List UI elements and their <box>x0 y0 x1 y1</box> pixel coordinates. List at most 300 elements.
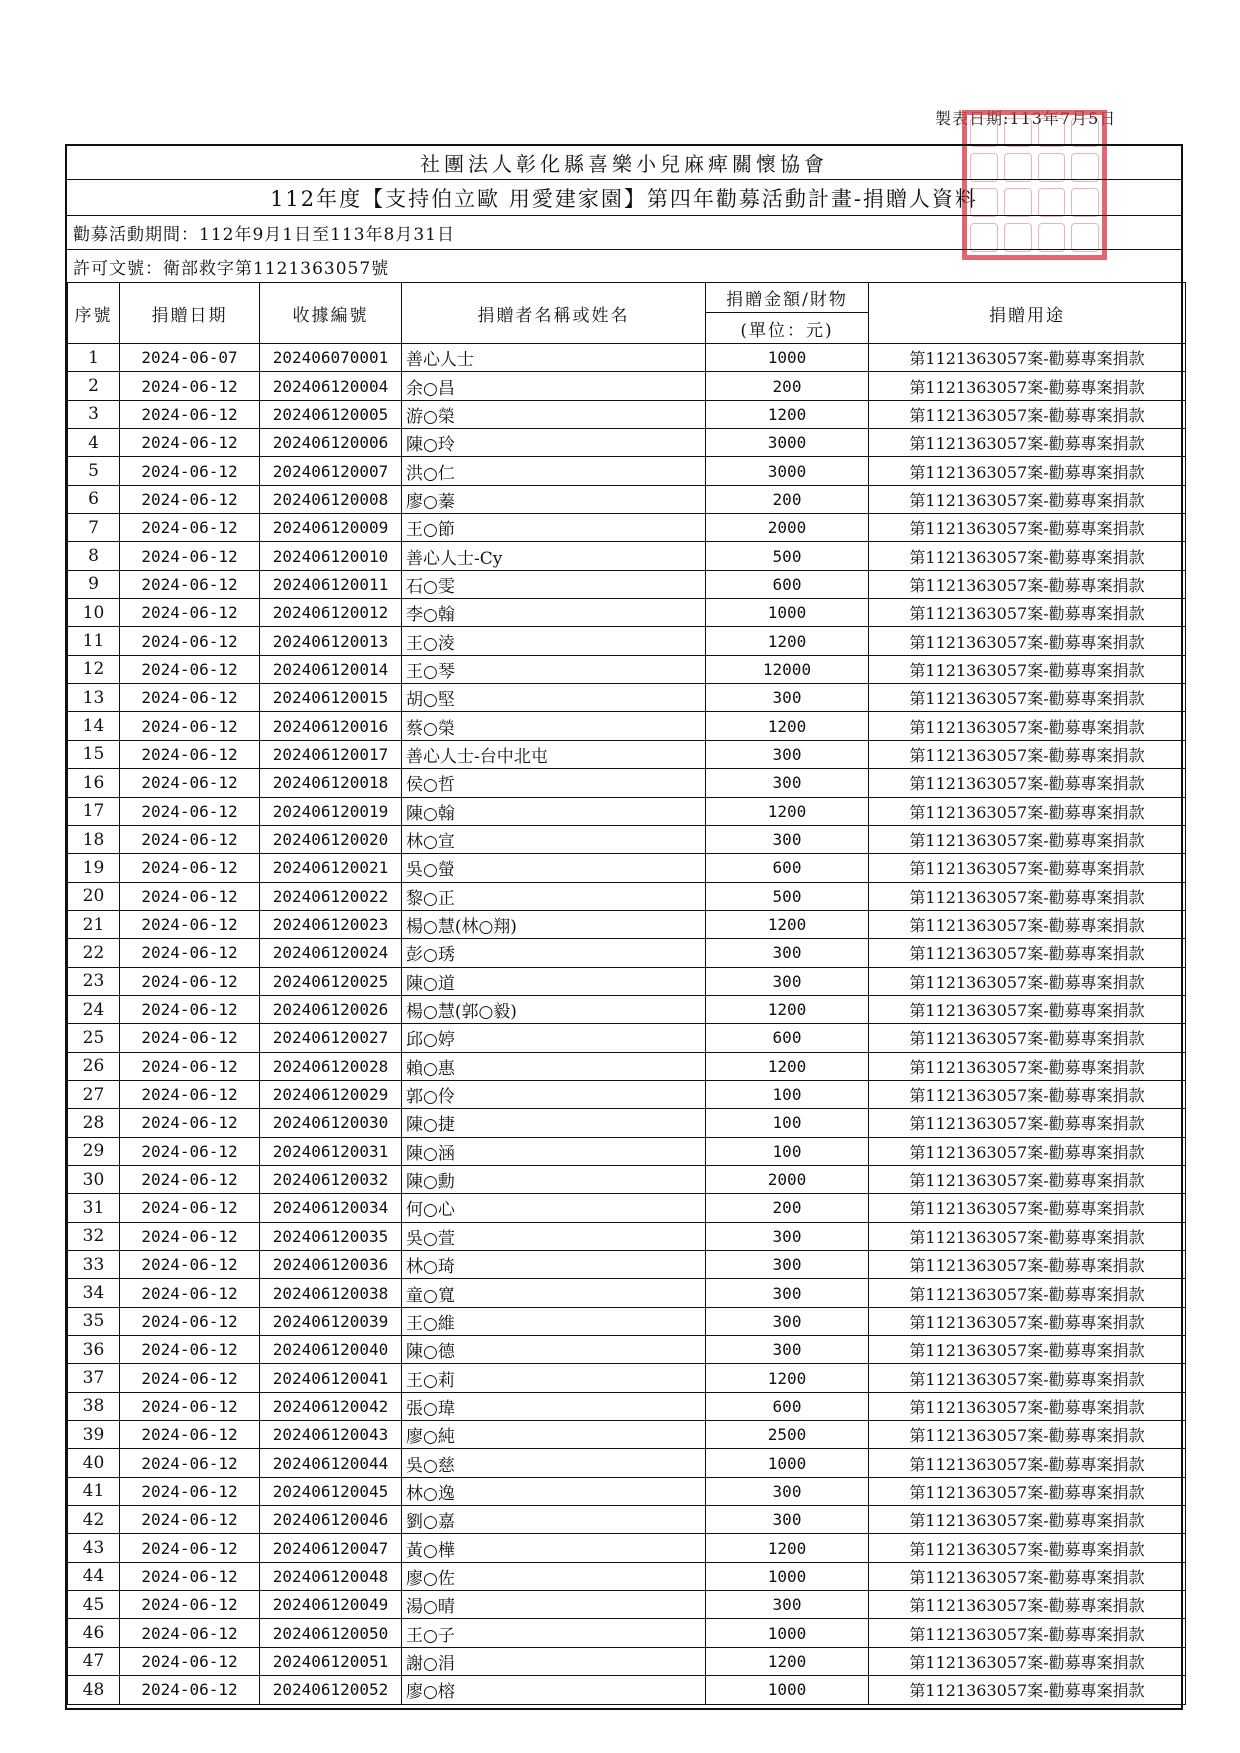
cell-date: 2024-06-12 <box>120 1080 260 1108</box>
cell-amount: 500 <box>706 542 869 570</box>
cell-no: 31 <box>68 1194 120 1222</box>
table-row <box>68 1024 1186 1052</box>
campaign-period: 勸募活動期間：112年9月1日至113年8月31日 <box>67 216 1181 250</box>
donor-rows <box>68 344 1186 1705</box>
table-row <box>68 400 1186 428</box>
cell-purpose: 第1121363057案-勸募專案捐款 <box>869 1251 1186 1279</box>
table-row <box>68 769 1186 797</box>
cell-amount: 1200 <box>706 1647 869 1675</box>
cell-no: 27 <box>68 1080 120 1108</box>
cell-date: 2024-06-12 <box>120 599 260 627</box>
cell-date: 2024-06-12 <box>120 1336 260 1364</box>
cell-donor: 王○維 <box>402 1307 706 1335</box>
cell-donor: 廖○佐 <box>402 1562 706 1590</box>
cell-receipt: 202406120052 <box>260 1676 402 1704</box>
cell-purpose: 第1121363057案-勸募專案捐款 <box>869 400 1186 428</box>
cell-purpose: 第1121363057案-勸募專案捐款 <box>869 740 1186 768</box>
table-row <box>68 854 1186 882</box>
cell-date: 2024-06-12 <box>120 1506 260 1534</box>
cell-date: 2024-06-12 <box>120 1676 260 1704</box>
cell-amount: 300 <box>706 1506 869 1534</box>
table-row <box>68 1080 1186 1108</box>
cell-amount: 1200 <box>706 400 869 428</box>
cell-purpose: 第1121363057案-勸募專案捐款 <box>869 372 1186 400</box>
cell-date: 2024-06-12 <box>120 712 260 740</box>
cell-amount: 500 <box>706 882 869 910</box>
cell-donor: 林○琦 <box>402 1251 706 1279</box>
cell-receipt: 202406120047 <box>260 1534 402 1562</box>
cell-no: 33 <box>68 1251 120 1279</box>
cell-receipt: 202406120041 <box>260 1364 402 1392</box>
cell-date: 2024-06-12 <box>120 1619 260 1647</box>
cell-amount: 1200 <box>706 712 869 740</box>
cell-purpose: 第1121363057案-勸募專案捐款 <box>869 1392 1186 1420</box>
table-row <box>68 910 1186 938</box>
cell-receipt: 202406120024 <box>260 939 402 967</box>
cell-purpose: 第1121363057案-勸募專案捐款 <box>869 1619 1186 1647</box>
table-row <box>68 1647 1186 1675</box>
cell-purpose: 第1121363057案-勸募專案捐款 <box>869 1137 1186 1165</box>
cell-no: 16 <box>68 769 120 797</box>
cell-date: 2024-06-12 <box>120 627 260 655</box>
cell-donor: 王○子 <box>402 1619 706 1647</box>
cell-purpose: 第1121363057案-勸募專案捐款 <box>869 1024 1186 1052</box>
cell-receipt: 202406120010 <box>260 542 402 570</box>
cell-receipt: 202406120013 <box>260 627 402 655</box>
cell-no: 46 <box>68 1619 120 1647</box>
table-row <box>68 1194 1186 1222</box>
organization-name: 社團法人彰化縣喜樂小兒麻痺關懷協會 <box>67 146 1181 180</box>
cell-purpose: 第1121363057案-勸募專案捐款 <box>869 967 1186 995</box>
cell-donor: 彭○琇 <box>402 939 706 967</box>
column-header-receipt: 收據編號 <box>260 283 402 344</box>
cell-receipt: 202406120048 <box>260 1562 402 1590</box>
table-row <box>68 712 1186 740</box>
cell-amount: 1000 <box>706 1449 869 1477</box>
cell-date: 2024-06-12 <box>120 825 260 853</box>
cell-no: 25 <box>68 1024 120 1052</box>
cell-receipt: 202406120039 <box>260 1307 402 1335</box>
cell-no: 5 <box>68 457 120 485</box>
column-header-purpose: 捐贈用途 <box>869 283 1186 344</box>
cell-date: 2024-06-12 <box>120 1024 260 1052</box>
table-row <box>68 1421 1186 1449</box>
donor-table <box>67 282 1186 1705</box>
table-row <box>68 882 1186 910</box>
cell-date: 2024-06-12 <box>120 570 260 598</box>
cell-receipt: 202406120020 <box>260 825 402 853</box>
cell-receipt: 202406120009 <box>260 514 402 542</box>
cell-purpose: 第1121363057案-勸募專案捐款 <box>869 1222 1186 1250</box>
table-row <box>68 1392 1186 1420</box>
cell-no: 39 <box>68 1421 120 1449</box>
cell-receipt: 202406120014 <box>260 655 402 683</box>
cell-receipt: 202406120034 <box>260 1194 402 1222</box>
cell-donor: 善心人士-台中北屯 <box>402 740 706 768</box>
cell-no: 37 <box>68 1364 120 1392</box>
cell-amount: 600 <box>706 570 869 598</box>
cell-receipt: 202406120008 <box>260 485 402 513</box>
cell-receipt: 202406120030 <box>260 1109 402 1137</box>
cell-donor: 游○榮 <box>402 400 706 428</box>
document-title: 112年度【支持伯立歐 用愛建家園】第四年勸募活動計畫-捐贈人資料 <box>67 180 1181 216</box>
table-row <box>68 1619 1186 1647</box>
cell-donor: 黃○樺 <box>402 1534 706 1562</box>
table-row <box>68 1052 1186 1080</box>
cell-date: 2024-06-12 <box>120 514 260 542</box>
cell-receipt: 202406120023 <box>260 910 402 938</box>
cell-purpose: 第1121363057案-勸募專案捐款 <box>869 485 1186 513</box>
cell-date: 2024-06-12 <box>120 740 260 768</box>
cell-receipt: 202406120022 <box>260 882 402 910</box>
table-row <box>68 1449 1186 1477</box>
cell-purpose: 第1121363057案-勸募專案捐款 <box>869 570 1186 598</box>
cell-date: 2024-06-12 <box>120 797 260 825</box>
cell-donor: 郭○伶 <box>402 1080 706 1108</box>
cell-amount: 300 <box>706 684 869 712</box>
column-header-no: 序號 <box>68 283 120 344</box>
cell-date: 2024-06-12 <box>120 910 260 938</box>
cell-receipt: 202406120036 <box>260 1251 402 1279</box>
cell-receipt: 202406120046 <box>260 1506 402 1534</box>
cell-purpose: 第1121363057案-勸募專案捐款 <box>869 769 1186 797</box>
cell-no: 29 <box>68 1137 120 1165</box>
cell-receipt: 202406120045 <box>260 1477 402 1505</box>
cell-purpose: 第1121363057案-勸募專案捐款 <box>869 825 1186 853</box>
cell-no: 20 <box>68 882 120 910</box>
cell-no: 32 <box>68 1222 120 1250</box>
cell-amount: 1200 <box>706 797 869 825</box>
cell-donor: 廖○蓁 <box>402 485 706 513</box>
cell-date: 2024-06-12 <box>120 1194 260 1222</box>
cell-donor: 王○莉 <box>402 1364 706 1392</box>
cell-date: 2024-06-12 <box>120 882 260 910</box>
cell-date: 2024-06-12 <box>120 1307 260 1335</box>
table-row <box>68 1307 1186 1335</box>
cell-purpose: 第1121363057案-勸募專案捐款 <box>869 457 1186 485</box>
cell-no: 26 <box>68 1052 120 1080</box>
cell-purpose: 第1121363057案-勸募專案捐款 <box>869 1477 1186 1505</box>
cell-receipt: 202406120021 <box>260 854 402 882</box>
cell-amount: 200 <box>706 1194 869 1222</box>
cell-date: 2024-06-12 <box>120 1534 260 1562</box>
table-row <box>68 1137 1186 1165</box>
cell-receipt: 202406120043 <box>260 1421 402 1449</box>
table-row <box>68 995 1186 1023</box>
cell-donor: 林○逸 <box>402 1477 706 1505</box>
cell-no: 43 <box>68 1534 120 1562</box>
cell-purpose: 第1121363057案-勸募專案捐款 <box>869 1534 1186 1562</box>
cell-date: 2024-06-12 <box>120 1109 260 1137</box>
cell-purpose: 第1121363057案-勸募專案捐款 <box>869 599 1186 627</box>
cell-donor: 余○昌 <box>402 372 706 400</box>
cell-purpose: 第1121363057案-勸募專案捐款 <box>869 1165 1186 1193</box>
cell-purpose: 第1121363057案-勸募專案捐款 <box>869 542 1186 570</box>
cell-donor: 謝○涓 <box>402 1647 706 1675</box>
cell-no: 28 <box>68 1109 120 1137</box>
cell-no: 40 <box>68 1449 120 1477</box>
cell-amount: 3000 <box>706 429 869 457</box>
cell-amount: 2500 <box>706 1421 869 1449</box>
table-row <box>68 457 1186 485</box>
cell-date: 2024-06-12 <box>120 1477 260 1505</box>
cell-amount: 100 <box>706 1109 869 1137</box>
cell-purpose: 第1121363057案-勸募專案捐款 <box>869 1421 1186 1449</box>
table-row <box>68 1477 1186 1505</box>
cell-no: 11 <box>68 627 120 655</box>
cell-purpose: 第1121363057案-勸募專案捐款 <box>869 1336 1186 1364</box>
cell-purpose: 第1121363057案-勸募專案捐款 <box>869 1364 1186 1392</box>
cell-amount: 1000 <box>706 344 869 372</box>
cell-donor: 陳○涵 <box>402 1137 706 1165</box>
cell-donor: 吳○螢 <box>402 854 706 882</box>
cell-no: 3 <box>68 400 120 428</box>
cell-date: 2024-06-12 <box>120 1562 260 1590</box>
table-row <box>68 1676 1186 1704</box>
cell-receipt: 202406120016 <box>260 712 402 740</box>
cell-no: 18 <box>68 825 120 853</box>
cell-receipt: 202406120028 <box>260 1052 402 1080</box>
cell-receipt: 202406120007 <box>260 457 402 485</box>
table-row <box>68 1109 1186 1137</box>
cell-purpose: 第1121363057案-勸募專案捐款 <box>869 1052 1186 1080</box>
cell-date: 2024-06-12 <box>120 1421 260 1449</box>
table-row <box>68 825 1186 853</box>
cell-amount: 600 <box>706 1024 869 1052</box>
cell-amount: 200 <box>706 372 869 400</box>
cell-no: 19 <box>68 854 120 882</box>
cell-date: 2024-06-12 <box>120 457 260 485</box>
cell-purpose: 第1121363057案-勸募專案捐款 <box>869 1307 1186 1335</box>
cell-donor: 吳○慈 <box>402 1449 706 1477</box>
cell-date: 2024-06-12 <box>120 655 260 683</box>
cell-amount: 300 <box>706 1591 869 1619</box>
table-row <box>68 514 1186 542</box>
cell-receipt: 202406120019 <box>260 797 402 825</box>
cell-receipt: 202406120005 <box>260 400 402 428</box>
cell-donor: 何○心 <box>402 1194 706 1222</box>
cell-date: 2024-06-12 <box>120 1647 260 1675</box>
table-row <box>68 1591 1186 1619</box>
column-header-donor: 捐贈者名稱或姓名 <box>402 283 706 344</box>
cell-receipt: 202406120027 <box>260 1024 402 1052</box>
cell-no: 48 <box>68 1676 120 1704</box>
cell-amount: 300 <box>706 1222 869 1250</box>
cell-receipt: 202406120006 <box>260 429 402 457</box>
cell-donor: 王○淩 <box>402 627 706 655</box>
cell-amount: 300 <box>706 1279 869 1307</box>
table-row <box>68 1336 1186 1364</box>
column-header-amount: 捐贈金額/財物 <box>706 283 869 313</box>
cell-amount: 300 <box>706 769 869 797</box>
cell-purpose: 第1121363057案-勸募專案捐款 <box>869 797 1186 825</box>
cell-date: 2024-06-12 <box>120 769 260 797</box>
cell-date: 2024-06-12 <box>120 1251 260 1279</box>
cell-date: 2024-06-12 <box>120 1449 260 1477</box>
cell-donor: 蔡○榮 <box>402 712 706 740</box>
cell-amount: 100 <box>706 1080 869 1108</box>
cell-purpose: 第1121363057案-勸募專案捐款 <box>869 627 1186 655</box>
cell-date: 2024-06-12 <box>120 684 260 712</box>
cell-no: 8 <box>68 542 120 570</box>
cell-no: 17 <box>68 797 120 825</box>
cell-date: 2024-06-12 <box>120 1364 260 1392</box>
date-made: 製表日期:113年7月5日 <box>935 109 1117 128</box>
cell-purpose: 第1121363057案-勸募專案捐款 <box>869 514 1186 542</box>
table-row <box>68 1506 1186 1534</box>
cell-receipt: 202406120011 <box>260 570 402 598</box>
cell-purpose: 第1121363057案-勸募專案捐款 <box>869 910 1186 938</box>
cell-date: 2024-06-12 <box>120 1222 260 1250</box>
cell-donor: 陳○勳 <box>402 1165 706 1193</box>
cell-no: 22 <box>68 939 120 967</box>
cell-receipt: 202406120018 <box>260 769 402 797</box>
cell-purpose: 第1121363057案-勸募專案捐款 <box>869 1109 1186 1137</box>
cell-donor: 王○琴 <box>402 655 706 683</box>
cell-donor: 善心人士 <box>402 344 706 372</box>
table-row <box>68 1251 1186 1279</box>
cell-date: 2024-06-12 <box>120 485 260 513</box>
cell-no: 13 <box>68 684 120 712</box>
cell-amount: 2000 <box>706 514 869 542</box>
cell-no: 21 <box>68 910 120 938</box>
table-row <box>68 967 1186 995</box>
table-row <box>68 1534 1186 1562</box>
cell-amount: 1000 <box>706 1619 869 1647</box>
cell-amount: 100 <box>706 1137 869 1165</box>
cell-amount: 300 <box>706 1336 869 1364</box>
cell-receipt: 202406120032 <box>260 1165 402 1193</box>
cell-receipt: 202406120042 <box>260 1392 402 1420</box>
cell-donor: 楊○慧(郭○毅) <box>402 995 706 1023</box>
cell-amount: 300 <box>706 939 869 967</box>
cell-amount: 300 <box>706 967 869 995</box>
table-row <box>68 684 1186 712</box>
cell-no: 24 <box>68 995 120 1023</box>
cell-no: 1 <box>68 344 120 372</box>
cell-donor: 賴○惠 <box>402 1052 706 1080</box>
column-header-unit: (單位：元) <box>706 313 869 344</box>
cell-donor: 吳○萱 <box>402 1222 706 1250</box>
cell-purpose: 第1121363057案-勸募專案捐款 <box>869 1562 1186 1590</box>
cell-donor: 善心人士-Cy <box>402 542 706 570</box>
cell-no: 45 <box>68 1591 120 1619</box>
cell-purpose: 第1121363057案-勸募專案捐款 <box>869 1647 1186 1675</box>
table-row <box>68 939 1186 967</box>
table-row <box>68 542 1186 570</box>
table-row <box>68 599 1186 627</box>
table-row <box>68 429 1186 457</box>
cell-donor: 廖○榕 <box>402 1676 706 1704</box>
cell-amount: 1200 <box>706 1364 869 1392</box>
cell-amount: 1200 <box>706 1052 869 1080</box>
cell-date: 2024-06-12 <box>120 429 260 457</box>
table-row <box>68 1165 1186 1193</box>
cell-purpose: 第1121363057案-勸募專案捐款 <box>869 1676 1186 1704</box>
cell-no: 35 <box>68 1307 120 1335</box>
table-row <box>68 570 1186 598</box>
cell-donor: 李○翰 <box>402 599 706 627</box>
cell-no: 23 <box>68 967 120 995</box>
table-row <box>68 1279 1186 1307</box>
cell-amount: 1200 <box>706 1534 869 1562</box>
cell-donor: 王○節 <box>402 514 706 542</box>
table-row <box>68 1562 1186 1590</box>
cell-no: 34 <box>68 1279 120 1307</box>
cell-purpose: 第1121363057案-勸募專案捐款 <box>869 1279 1186 1307</box>
cell-donor: 陳○翰 <box>402 797 706 825</box>
cell-date: 2024-06-12 <box>120 400 260 428</box>
cell-donor: 廖○純 <box>402 1421 706 1449</box>
cell-donor: 童○寬 <box>402 1279 706 1307</box>
cell-donor: 湯○晴 <box>402 1591 706 1619</box>
cell-receipt: 202406120017 <box>260 740 402 768</box>
table-row <box>68 627 1186 655</box>
cell-donor: 洪○仁 <box>402 457 706 485</box>
cell-purpose: 第1121363057案-勸募專案捐款 <box>869 655 1186 683</box>
cell-amount: 1200 <box>706 910 869 938</box>
cell-purpose: 第1121363057案-勸募專案捐款 <box>869 1449 1186 1477</box>
cell-date: 2024-06-12 <box>120 1392 260 1420</box>
cell-no: 38 <box>68 1392 120 1420</box>
cell-receipt: 202406120026 <box>260 995 402 1023</box>
cell-no: 12 <box>68 655 120 683</box>
cell-purpose: 第1121363057案-勸募專案捐款 <box>869 1194 1186 1222</box>
cell-purpose: 第1121363057案-勸募專案捐款 <box>869 429 1186 457</box>
cell-donor: 陳○德 <box>402 1336 706 1364</box>
cell-no: 10 <box>68 599 120 627</box>
table-row <box>68 372 1186 400</box>
cell-purpose: 第1121363057案-勸募專案捐款 <box>869 344 1186 372</box>
cell-receipt: 202406120004 <box>260 372 402 400</box>
cell-date: 2024-06-12 <box>120 967 260 995</box>
cell-date: 2024-06-12 <box>120 939 260 967</box>
cell-donor: 楊○慧(林○翔) <box>402 910 706 938</box>
cell-no: 2 <box>68 372 120 400</box>
cell-donor: 陳○捷 <box>402 1109 706 1137</box>
column-header-date: 捐贈日期 <box>120 283 260 344</box>
cell-no: 14 <box>68 712 120 740</box>
cell-receipt: 202406120050 <box>260 1619 402 1647</box>
table-row <box>68 797 1186 825</box>
cell-receipt: 202406120038 <box>260 1279 402 1307</box>
cell-donor: 黎○正 <box>402 882 706 910</box>
cell-no: 42 <box>68 1506 120 1534</box>
cell-donor: 陳○玲 <box>402 429 706 457</box>
table-row <box>68 485 1186 513</box>
table-row <box>68 344 1186 372</box>
cell-receipt: 202406120040 <box>260 1336 402 1364</box>
table-row <box>68 1222 1186 1250</box>
cell-receipt: 202406120029 <box>260 1080 402 1108</box>
cell-amount: 600 <box>706 1392 869 1420</box>
cell-purpose: 第1121363057案-勸募專案捐款 <box>869 882 1186 910</box>
cell-donor: 陳○道 <box>402 967 706 995</box>
cell-purpose: 第1121363057案-勸募專案捐款 <box>869 712 1186 740</box>
cell-purpose: 第1121363057案-勸募專案捐款 <box>869 1591 1186 1619</box>
cell-purpose: 第1121363057案-勸募專案捐款 <box>869 854 1186 882</box>
table-row <box>68 655 1186 683</box>
cell-amount: 12000 <box>706 655 869 683</box>
cell-purpose: 第1121363057案-勸募專案捐款 <box>869 939 1186 967</box>
cell-amount: 300 <box>706 1251 869 1279</box>
cell-receipt: 202406120025 <box>260 967 402 995</box>
cell-amount: 200 <box>706 485 869 513</box>
cell-amount: 600 <box>706 854 869 882</box>
cell-purpose: 第1121363057案-勸募專案捐款 <box>869 1080 1186 1108</box>
cell-date: 2024-06-12 <box>120 1052 260 1080</box>
cell-purpose: 第1121363057案-勸募專案捐款 <box>869 1506 1186 1534</box>
